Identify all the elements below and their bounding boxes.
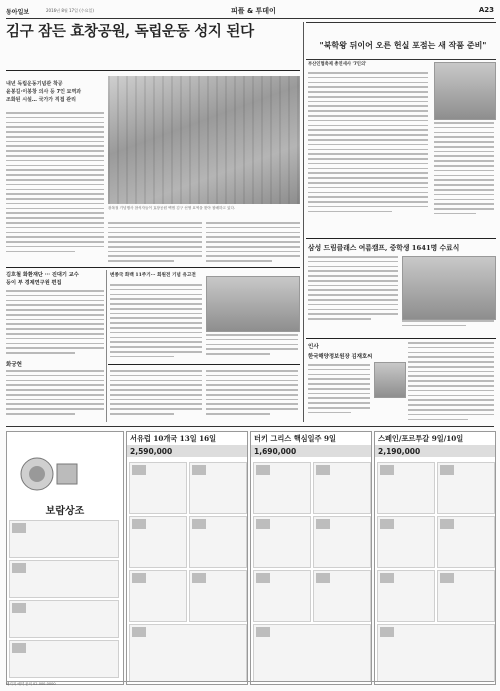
ad-tour-3[interactable] — [374, 431, 496, 685]
photo-caption: 광복절 기념행사 참석자들이 효창공원 백범 김구 선생 묘역을 찾아 참배하고 있다. — [108, 206, 236, 210]
ad-tour-3-price: 2,190,000 — [378, 447, 421, 456]
ad-tour-1-title: 서유럽 10개국 13일 16일 — [130, 434, 217, 443]
story-body-col1 — [6, 112, 104, 262]
right-portrait-photo — [434, 62, 496, 120]
story-body-notice-2 — [206, 370, 298, 422]
ad-tour-1[interactable] — [126, 431, 248, 685]
ad-tour-2[interactable] — [250, 431, 372, 685]
appointments-label: 인사 — [308, 344, 319, 350]
personnel-list — [408, 342, 494, 422]
column-divider — [106, 270, 107, 422]
deck-line: 조화된 시설… 국가가 직접 관리 — [6, 97, 76, 103]
story-body-left-2 — [6, 370, 104, 422]
story-body-memorial — [110, 284, 202, 362]
divider — [108, 364, 300, 365]
main-headline-block — [6, 22, 298, 68]
samsung-story-body — [308, 256, 398, 326]
section-title: 피플 & 투데이 — [231, 7, 276, 15]
right-feature-sub: 부산인협축제 총연새사 '7인의' — [308, 62, 367, 67]
travel-ads — [6, 426, 494, 687]
ad-tour-2-price: 1,690,000 — [254, 447, 297, 456]
paper-name: 동아일보 — [6, 9, 30, 16]
right-feature-body — [308, 72, 428, 232]
ad-tour-3-title: 스페인/포르투갈 9일/10일 — [378, 434, 464, 443]
story-title-line: 등이 부 경제연구원 편집 — [6, 280, 62, 286]
story-body-notice — [110, 370, 202, 422]
story-title-left[interactable] — [6, 271, 106, 287]
appointment-body — [308, 364, 370, 422]
brand-logo-icon — [17, 450, 81, 498]
deck-line: 내년 독립운동기념관 착공 — [6, 81, 63, 87]
ad-tour-2-title: 터키 그리스 핵심일주 9일 — [254, 434, 336, 443]
ad-footer: 패키지 예약 문의 02-000-0000 — [6, 681, 494, 689]
samsung-photo-caption — [402, 320, 494, 334]
section-kicker: 화궁헌 — [6, 362, 22, 368]
divider — [6, 267, 300, 268]
samsung-group-photo — [402, 256, 496, 320]
divider — [306, 238, 496, 239]
ad-brand-panel[interactable] — [6, 431, 124, 685]
ad-tour-1-list — [129, 462, 245, 682]
ad-tour-2-list — [253, 462, 369, 682]
issue-date: 2016년 8월 17일 (수요일) — [46, 8, 94, 13]
portrait-photo — [206, 276, 300, 332]
story-title-line: 김호철 화환재단 ··· 진대기 교수 — [6, 272, 79, 278]
story-title-memorial[interactable]: 변종국 화백 11주기··· 회원전 기념 유고전 — [110, 273, 196, 278]
page-column-divider — [303, 22, 304, 422]
right-feature-title[interactable]: "북학왕 뒤이어 오른 헌실 포점는 새 작품 준비" — [319, 40, 487, 50]
appointment-title[interactable]: 한국해양정보원장 김재호씨 — [308, 354, 373, 360]
right-feature-body-2 — [434, 122, 494, 234]
divider — [6, 70, 300, 71]
story-body-col2 — [108, 222, 202, 264]
story-deck — [6, 80, 104, 104]
ad-brand-name: 보람상조 — [45, 506, 85, 517]
brand-panel-list — [9, 520, 121, 682]
page-number: A23 — [478, 6, 494, 14]
ad-tour-3-list — [377, 462, 493, 682]
portrait-caption-lines — [206, 334, 298, 362]
story-title-samsung[interactable]: 삼성 드림클래스 여름캠프, 중학생 1641명 수료식 — [308, 244, 460, 252]
ad-tour-1-price: 2,590,000 — [130, 447, 173, 456]
appointee-portrait — [374, 362, 406, 398]
main-headline[interactable]: 김구 잠든 효창공원, 독립운동 성지 된다 — [6, 23, 254, 40]
story-body-col3 — [206, 222, 300, 264]
story-body-left — [6, 290, 104, 360]
main-photo — [108, 76, 300, 204]
masthead — [6, 4, 494, 19]
divider — [306, 338, 496, 339]
deck-line: 윤봉길·이봉창 의사 등 7인 묘역과 — [6, 89, 82, 95]
